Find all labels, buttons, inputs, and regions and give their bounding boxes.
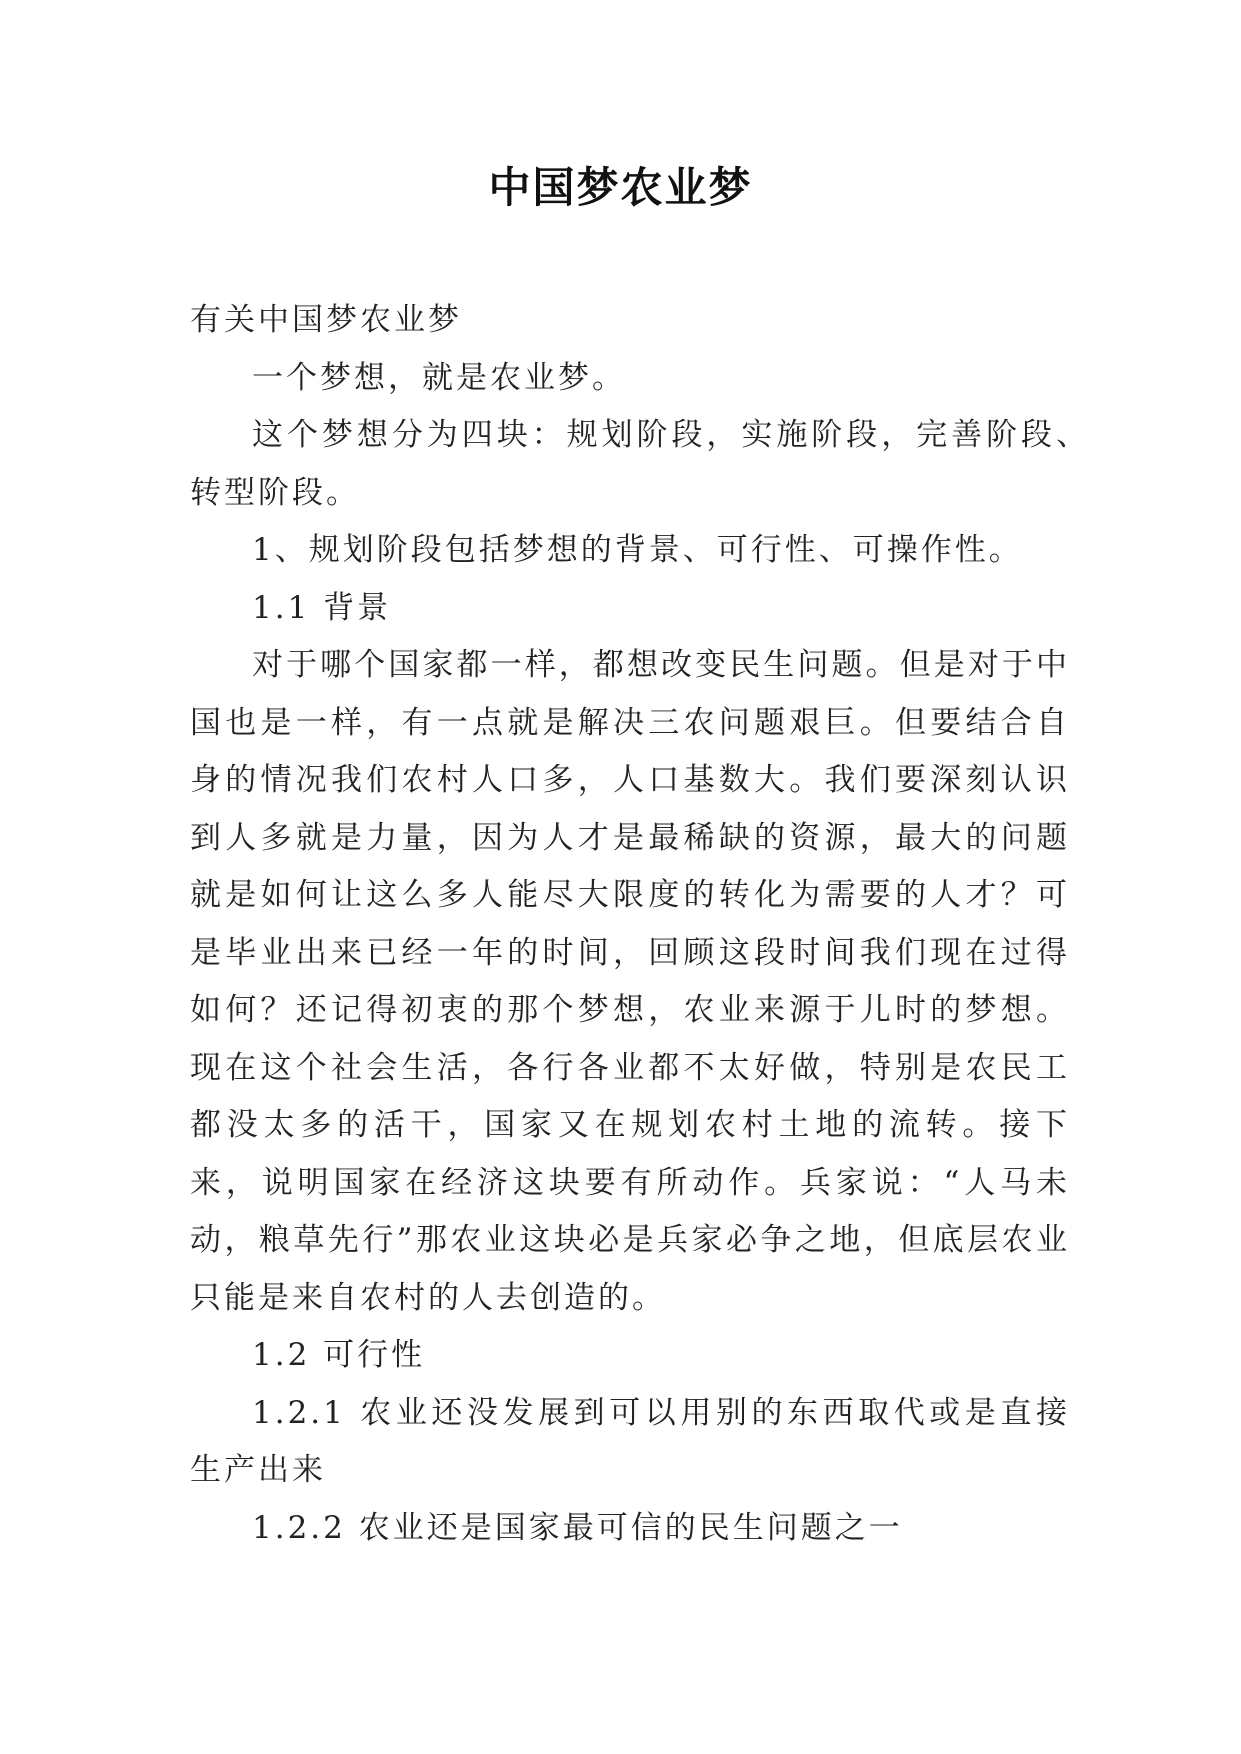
paragraph-section-1: 1、规划阶段包括梦想的背景、可行性、可操作性。	[252, 532, 1023, 568]
paragraph-subtitle: 有关中国梦农业梦	[190, 302, 462, 338]
heading-1-2-feasibility: 1.2 可行性	[252, 1337, 426, 1373]
paragraph-1-2-2: 1.2.2 农业还是国家最可信的民生问题之一	[252, 1509, 903, 1546]
paragraph-four-stages: 这个梦想分为四块：规划阶段，实施阶段，完善阶段、转型阶段。	[190, 417, 1090, 511]
paragraph-intro: 一个梦想，就是农业梦。	[252, 359, 626, 396]
paragraph-background-body: 对于哪个国家都一样，都想改变民生问题。但是对于中国也是一样，有一点就是解决三农问题艰巨。但要结合自身的情况我们农村人口多，人口基数大。我们要深刻认识到人多就是力量，因为人才是最稀缺的资源，最大的问题就是如何让这么多人能尽大限度的转化为需要的人才？可是毕业出来已经一年的时间，回顾这段时间我们现在过得如何？还记得初衷的那个梦想，农业来源于儿时的梦想。现在这个社会生活，各行各业都不太好做，特别是农民工都没太多的活干，国家又在规划农村土地的流转。接下来，说明国家在经济这块要有所动作。兵家说：“人马未动，粮草先行”那农业这块必是兵家必争之地，但底层农业只能是来自农村的人去创造的。	[190, 647, 1070, 1316]
paragraph-1-2-1: 1.2.1 农业还没发展到可以用别的东西取代或是直接生产出来	[190, 1394, 1070, 1488]
document-title: 中国梦农业梦	[488, 163, 753, 212]
heading-1-1-background: 1.1 背景	[252, 589, 392, 626]
document-body	[190, 292, 1090, 1557]
